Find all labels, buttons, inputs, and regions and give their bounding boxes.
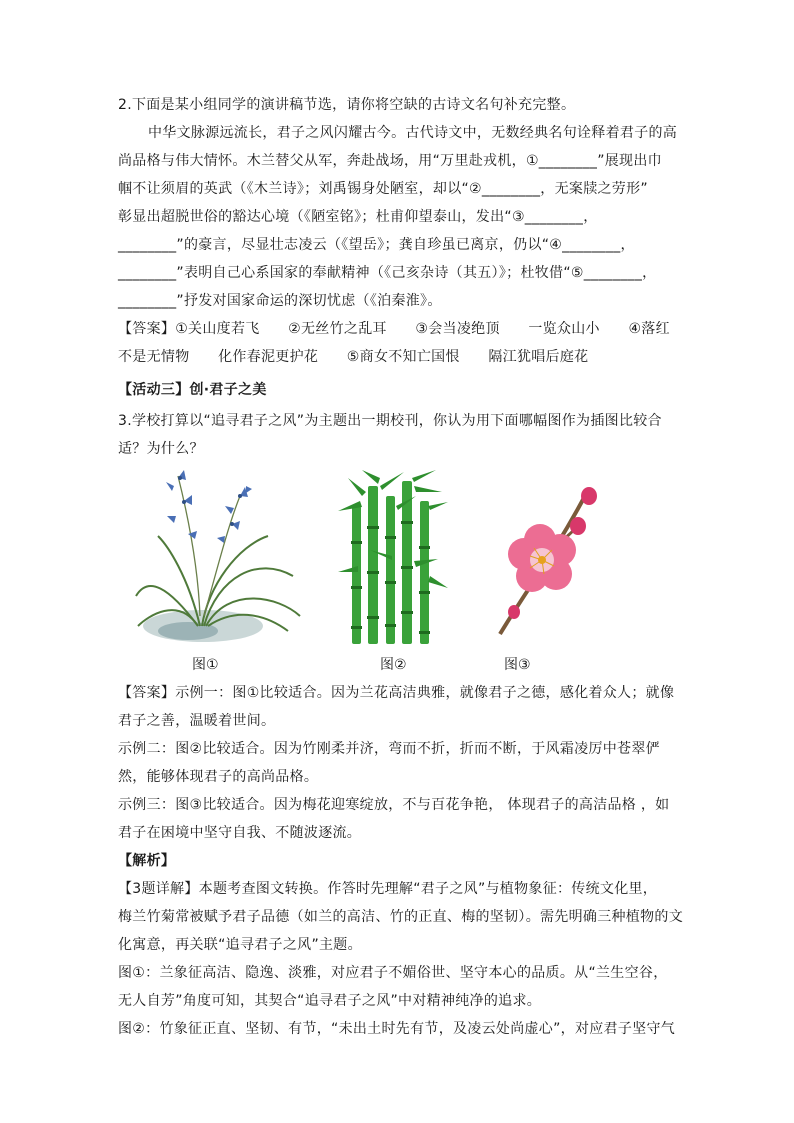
analysis-line: 无人自芳”角度可知，其契合“追寻君子之风”中对精神纯净的追求。 (118, 993, 542, 1009)
passage-line: ________”表明自己心系国家的奉献精神（《己亥杂诗（其五）》；杜牧借“⑤________， (118, 265, 657, 281)
analysis-line: 化寓意，再关联“追寻君子之风”主题。 (118, 937, 362, 953)
answer-line: 【答案】示例一：图①比较适合。因为兰花高洁典雅，就像君子之德，感化着众人；就像 (118, 685, 675, 701)
analysis-heading: 【解析】 (118, 853, 176, 869)
passage-line: 中华文脉源远流长，君子之风闪耀古今。古代诗文中，无数经典名句诠释着君子的高 (148, 125, 678, 141)
analysis-line: 图①：兰象征高洁、隐逸、淡雅，对应君子不媚俗世、坚守本心的品质。从“兰生空谷， (118, 965, 668, 981)
passage-line: 帼不让须眉的英武（《木兰诗》；刘禹锡身处陋室，却以“②________，无案牍之劳形” (118, 181, 648, 197)
answer-line: 君子在困境中坚守自我、不随波逐流。 (118, 825, 362, 841)
passage-line: 尚品格与伟大情怀。木兰替父从军，奔赴战场，用“万里赴戎机，①________”展现出巾 (118, 153, 662, 169)
bamboo-icon (332, 466, 452, 646)
figure-3-caption: 图③ (504, 657, 531, 673)
question-2-title: 2.下面是某小组同学的演讲稿节选，请你将空缺的古诗文名句补充完整。 (118, 97, 576, 113)
figure-2-caption: 图② (380, 657, 407, 673)
answer-line: 然，能够体现君子的高尚品格。 (118, 769, 319, 785)
answer-line: 【答案】①关山度若飞 ②无丝竹之乱耳 ③会当凌绝顶 一览众山小 ④落红 (118, 321, 670, 337)
passage-line: ________”抒发对国家命运的深切忧虑（《泊秦淮》。 (118, 293, 442, 309)
orchid-icon (128, 466, 308, 646)
question-3-title: 3.学校打算以“追寻君子之风”为主题出一期校刊，你认为用下面哪幅图作为插图比较合 (118, 413, 662, 429)
answer-line: 不是无情物 化作春泥更护花 ⑤商女不知亡国恨 隔江犹唱后庭花 (118, 349, 589, 365)
figure-1-caption: 图① (192, 657, 219, 673)
analysis-line: 图②：竹象征正直、坚韧、有节，“未出土时先有节，及凌云处尚虚心”，对应君子坚守气 (118, 1021, 676, 1037)
passage-line: ________”的豪言，尽显壮志凌云（《望岳》；龚自珍虽已离京，仍以“④________， (118, 237, 635, 253)
analysis-line: 【3题详解】本题考查图文转换。作答时先理解“君子之风”与植物象征：传统文化里， (118, 881, 658, 897)
answer-line: 示例三：图③比较适合。因为梅花迎寒绽放，不与百花争艳， 体现君子的高洁品格 ，如 (118, 797, 670, 813)
activity-3-heading: 【活动三】创·君子之美 (118, 382, 267, 398)
analysis-line: 梅兰竹菊常被赋予君子品德（如兰的高洁、竹的正直、梅的坚韧）。需先明确三种植物的文 (118, 909, 683, 925)
passage-line: 彰显出超脱世俗的豁达心境（《陋室铭》；杜甫仰望泰山，发出“③________， (118, 209, 598, 225)
question-3-title: 适？为什么？ (118, 441, 204, 457)
answer-line: 君子之善，温暖着世间。 (118, 713, 276, 729)
plum-blossom-icon (494, 484, 604, 644)
answer-line: 示例二：图②比较适合。因为竹刚柔并济，弯而不折，折而不断，于风霜凌厉中苍翠俨 (118, 741, 660, 757)
